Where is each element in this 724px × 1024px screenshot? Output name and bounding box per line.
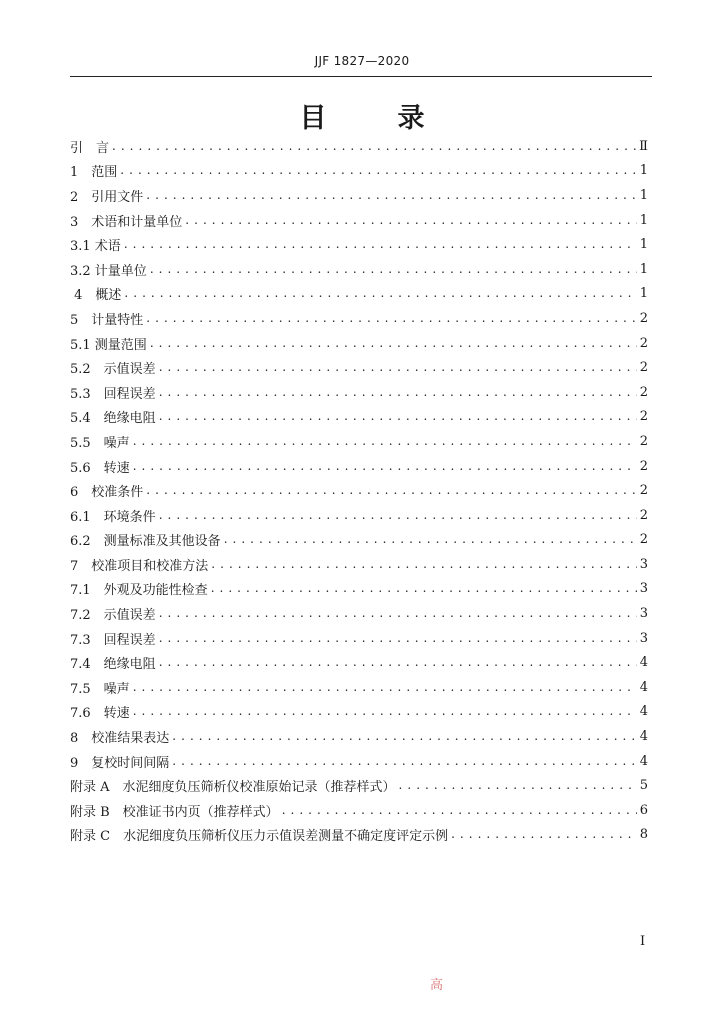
toc-entry-label: 7.4 绝缘电阻 xyxy=(70,657,156,673)
toc-leader-dots xyxy=(211,582,637,595)
toc-entry-page: 4 xyxy=(639,655,648,671)
toc-entry[interactable] xyxy=(70,552,648,577)
toc-entry[interactable] xyxy=(70,429,648,454)
toc-entry-label: 6 校准条件 xyxy=(70,485,144,501)
toc-leader-dots xyxy=(133,460,637,473)
toc-entry-page: 1 xyxy=(639,187,648,203)
toc-entry-label: 5.4 绝缘电阻 xyxy=(70,411,156,427)
toc-entry-label: 附录 B 校准证书内页（推荐样式） xyxy=(70,804,279,820)
toc-entry-label: 7.2 示值误差 xyxy=(70,608,156,624)
toc-leader-dots xyxy=(133,705,637,718)
toc-entry[interactable] xyxy=(70,724,648,749)
toc-entry[interactable] xyxy=(70,380,648,405)
toc-entry-page: 1 xyxy=(639,286,648,302)
toc-entry-page: 3 xyxy=(639,630,648,646)
toc-entry-page: 3 xyxy=(639,581,648,597)
toc-entry[interactable] xyxy=(70,675,648,700)
toc-entry[interactable] xyxy=(70,208,648,233)
toc-leader-dots xyxy=(211,558,636,571)
toc-leader-dots xyxy=(150,337,637,350)
toc-entry-page: 1 xyxy=(639,212,648,228)
toc-entry-page: 2 xyxy=(639,409,648,425)
toc-leader-dots xyxy=(120,164,636,177)
toc-entry-page: 2 xyxy=(639,507,648,523)
toc-entry-label: 5 计量特性 xyxy=(70,312,144,328)
toc-entry[interactable] xyxy=(70,134,648,159)
toc-leader-dots xyxy=(112,140,636,153)
page-number: I xyxy=(640,934,646,949)
toc-entry-page: 4 xyxy=(639,679,648,695)
toc-entry-label: 5.3 回程误差 xyxy=(70,386,156,402)
toc-entry[interactable] xyxy=(70,405,648,430)
toc-entry-label: 5.6 转速 xyxy=(70,460,130,476)
toc-entry-label: 1 范围 xyxy=(70,165,118,181)
header-rule xyxy=(70,76,652,77)
toc-entry[interactable] xyxy=(70,503,648,528)
toc-entry-label: 7.1 外观及功能性检查 xyxy=(70,583,208,599)
toc-leader-dots xyxy=(124,287,636,300)
toc-entry-label: 附录 C 水泥细度负压筛析仪压力示值误差测量不确定度评定示例 xyxy=(70,829,449,845)
toc-entry-page: 6 xyxy=(639,802,648,818)
toc-leader-dots xyxy=(172,730,636,743)
toc-entry[interactable] xyxy=(70,257,648,282)
toc-entry[interactable] xyxy=(70,355,648,380)
toc-entry-label: 7.3 回程误差 xyxy=(70,632,156,648)
toc-entry-page: 5 xyxy=(639,778,648,794)
toc-entry-label: 4 概述 xyxy=(70,288,122,304)
toc-entry-page: 2 xyxy=(639,433,648,449)
toc-entry-page: 2 xyxy=(639,360,648,376)
toc-entry-label: 3.1 术语 xyxy=(70,239,121,255)
toc-entry-label: 2 引用文件 xyxy=(70,189,144,205)
toc-entry[interactable] xyxy=(70,159,648,184)
toc-entry[interactable] xyxy=(70,773,648,798)
toc-leader-dots xyxy=(159,632,637,645)
toc-leader-dots xyxy=(159,607,637,620)
toc-entry-page: 4 xyxy=(639,753,648,769)
toc-entry[interactable] xyxy=(70,454,648,479)
toc-entry-page: 4 xyxy=(639,704,648,720)
toc-entry-label: 6.2 测量标准及其他设备 xyxy=(70,534,221,550)
toc-entry-label: 附录 A 水泥细度负压筛析仪校准原始记录（推荐样式） xyxy=(70,780,396,796)
toc-entry-page: 2 xyxy=(639,310,648,326)
toc-leader-dots xyxy=(451,828,637,841)
toc-entry-label: 9 复校时间间隔 xyxy=(70,755,170,771)
toc-leader-dots xyxy=(159,386,637,399)
toc-entry-label: 3.2 计量单位 xyxy=(70,263,147,279)
toc-leader-dots xyxy=(146,484,636,497)
toc-leader-dots xyxy=(399,779,637,792)
toc-entry[interactable] xyxy=(70,331,648,356)
toc-entry-label: 引 言 xyxy=(70,140,110,156)
toc-leader-dots xyxy=(185,214,636,227)
toc-entry[interactable] xyxy=(70,577,648,602)
toc-entry-page: 8 xyxy=(639,827,648,843)
toc-leader-dots xyxy=(282,804,637,817)
toc-entry-page: 3 xyxy=(639,556,648,572)
toc-title: 目 录 xyxy=(299,103,447,134)
toc-leader-dots xyxy=(159,656,637,669)
toc-entry[interactable] xyxy=(70,626,648,651)
toc-entry[interactable] xyxy=(70,650,648,675)
toc-entry[interactable] xyxy=(70,601,648,626)
table-of-contents xyxy=(70,134,648,847)
toc-leader-dots xyxy=(133,435,637,448)
toc-entry[interactable] xyxy=(70,823,648,848)
toc-leader-dots xyxy=(133,681,637,694)
toc-entry-page: 2 xyxy=(639,335,648,351)
toc-entry-label: 6.1 环境条件 xyxy=(70,509,156,525)
toc-entry-label: 7.5 噪声 xyxy=(70,681,130,697)
toc-entry-page: 1 xyxy=(639,237,648,253)
toc-entry[interactable] xyxy=(70,700,648,725)
toc-entry-page: 2 xyxy=(639,458,648,474)
toc-entry-label: 5.1 测量范围 xyxy=(70,337,147,353)
toc-leader-dots xyxy=(146,312,636,325)
toc-leader-dots xyxy=(159,509,637,522)
toc-leader-dots xyxy=(159,410,637,423)
toc-entry-page: 4 xyxy=(639,729,648,745)
toc-entry[interactable] xyxy=(70,183,648,208)
toc-entry[interactable] xyxy=(70,798,648,823)
toc-entry-page: Ⅱ xyxy=(639,138,648,154)
toc-entry[interactable] xyxy=(70,282,648,307)
toc-leader-dots xyxy=(150,263,637,276)
toc-entry-label: 7 校准项目和校准方法 xyxy=(70,558,209,574)
toc-entry[interactable] xyxy=(70,232,648,257)
toc-leader-dots xyxy=(224,533,637,546)
toc-entry[interactable] xyxy=(70,528,648,553)
toc-entry-label: 3 术语和计量单位 xyxy=(70,214,183,230)
toc-entry-label: 7.6 转速 xyxy=(70,706,130,722)
toc-leader-dots xyxy=(172,755,636,768)
stamp-mark: 高 xyxy=(430,978,444,993)
document-code: JJF 1827—2020 xyxy=(314,54,410,68)
toc-entry-page: 3 xyxy=(639,606,648,622)
toc-entry[interactable] xyxy=(70,478,648,503)
toc-entry-page: 2 xyxy=(639,532,648,548)
toc-entry-page: 2 xyxy=(639,384,648,400)
toc-leader-dots xyxy=(146,189,636,202)
toc-entry[interactable] xyxy=(70,749,648,774)
toc-entry[interactable] xyxy=(70,306,648,331)
toc-entry-page: 1 xyxy=(639,261,648,277)
toc-entry-page: 2 xyxy=(639,483,648,499)
toc-entry-label: 8 校准结果表达 xyxy=(70,731,170,747)
toc-leader-dots xyxy=(159,361,637,374)
toc-entry-label: 5.2 示值误差 xyxy=(70,362,156,378)
toc-entry-label: 5.5 噪声 xyxy=(70,435,130,451)
toc-entry-page: 1 xyxy=(639,163,648,179)
toc-leader-dots xyxy=(124,238,637,251)
